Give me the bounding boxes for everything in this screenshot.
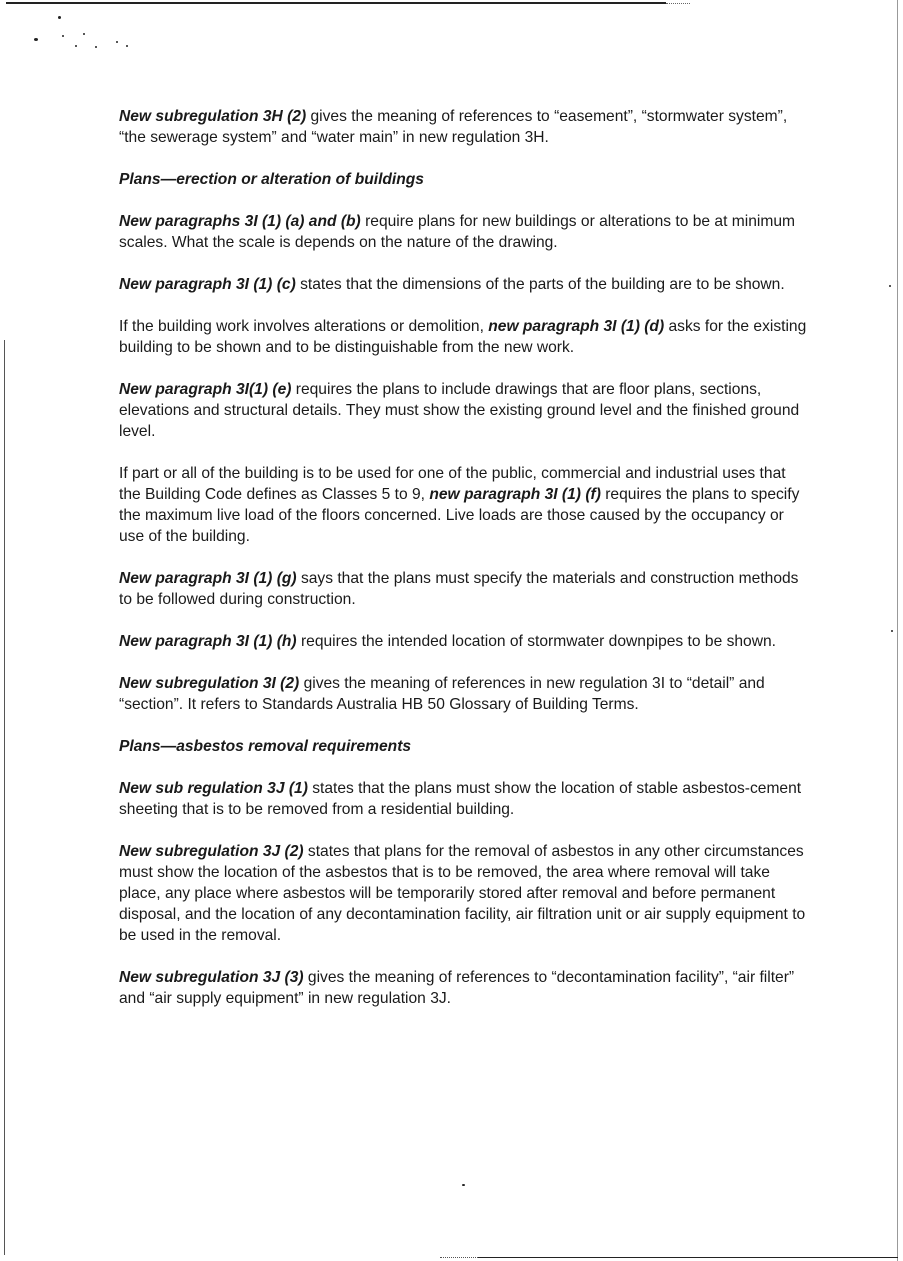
body-paragraph	[119, 631, 809, 652]
regulation-reference: New subregulation 3H (2)	[119, 108, 307, 125]
scan-speck	[34, 38, 38, 41]
regulation-reference: New sub regulation 3J (1)	[119, 780, 308, 797]
paragraph-text: requires the plans to specify the maximum live load of the floors concerned. Live loads are those caused by the occupancy or use of the building.	[119, 486, 800, 545]
scan-speck	[62, 35, 64, 37]
paragraph-text: gives the meaning of references to “easement”, “stormwater system”, “the sewerage system” and “water main” in new regulation 3H.	[119, 108, 788, 146]
paragraph-text: states that plans for the removal of asbestos in any other circumstances must show the location of the asbestos that is to be removed, the area where removal will take place, any place where asbestos will be temporarily stored after removal and before permanent disposal, and the location of any decontamination facility, air filtration unit or air supply equipment to be used in the removal.	[119, 843, 806, 944]
body-paragraph	[119, 463, 809, 547]
paragraph-text: states that the dimensions of the parts of the building are to be shown.	[295, 276, 785, 293]
regulation-reference: New paragraph 3I (1) (g)	[119, 570, 297, 587]
regulation-reference: New paragraph 3I(1) (e)	[119, 381, 292, 398]
regulation-reference: new paragraph 3I (1) (d)	[488, 318, 665, 335]
scan-border-top	[6, 2, 666, 4]
paragraph-text: gives the meaning of references to “decontamination facility”, “air filter” and “air supply equipment” in new regulation 3J.	[119, 969, 795, 1007]
document-body	[119, 106, 809, 1030]
regulation-reference: New subregulation 3J (2)	[119, 843, 304, 860]
paragraph-text: require plans for new buildings or alterations to be at minimum scales. What the scale is depends on the nature of the drawing.	[119, 213, 795, 251]
scan-speck	[116, 41, 118, 43]
regulation-reference: New subregulation 3J (3)	[119, 969, 304, 986]
scan-speck	[889, 285, 891, 287]
scan-border-bottom	[478, 1257, 898, 1258]
section-heading	[119, 736, 809, 757]
scan-speck	[462, 1184, 465, 1186]
regulation-reference: New paragraphs 3I (1) (a) and (b)	[119, 213, 361, 230]
scan-speck	[75, 45, 77, 47]
body-paragraph	[119, 841, 809, 946]
regulation-reference: New paragraph 3I (1) (h)	[119, 633, 297, 650]
regulation-reference: New subregulation 3I (2)	[119, 675, 300, 692]
body-paragraph	[119, 274, 809, 295]
paragraph-text: requires the plans to include drawings that are floor plans, sections, elevations and structural details. They must show the existing ground level and the finished ground level.	[119, 381, 800, 440]
body-paragraph	[119, 778, 809, 820]
scan-speck	[95, 46, 97, 48]
body-paragraph	[119, 379, 809, 442]
scan-speck	[126, 45, 128, 47]
regulation-reference: new paragraph 3I (1) (f)	[429, 486, 601, 503]
regulation-reference: New paragraph 3I (1) (c)	[119, 276, 296, 293]
scan-border-top-faint	[666, 3, 690, 5]
body-paragraph	[119, 673, 809, 715]
paragraph-text: says that the plans must specify the materials and construction methods to be followed during construction.	[119, 570, 799, 608]
scan-border-left	[4, 340, 5, 1255]
scan-speck	[58, 16, 61, 19]
body-paragraph	[119, 211, 809, 253]
regulation-reference: Plans—erection or alteration of buildings	[119, 171, 424, 188]
paragraph-text: If part or all of the building is to be used for one of the public, commercial and industrial uses that the Building Code defines as Classes 5 to 9,	[119, 465, 786, 503]
body-paragraph	[119, 316, 809, 358]
body-paragraph	[119, 106, 809, 148]
paragraph-text: states that the plans must show the location of stable asbestos-cement sheeting that is to be removed from a residential building.	[119, 780, 802, 818]
scan-border-right	[897, 0, 898, 1261]
paragraph-text: asks for the existing building to be shown and to be distinguishable from the new work.	[119, 318, 807, 356]
scan-border-bottom-faint	[440, 1257, 478, 1259]
scan-speck	[891, 630, 893, 632]
body-paragraph	[119, 568, 809, 610]
paragraph-text: gives the meaning of references in new regulation 3I to “detail” and “section”. It refers to Standards Australia HB 50 Glossary of Building Terms.	[119, 675, 765, 713]
regulation-reference: Plans—asbestos removal requirements	[119, 738, 412, 755]
scan-speck	[83, 33, 85, 35]
paragraph-text: requires the intended location of stormwater downpipes to be shown.	[296, 633, 776, 650]
section-heading	[119, 169, 809, 190]
body-paragraph	[119, 967, 809, 1009]
paragraph-text: If the building work involves alterations or demolition,	[119, 318, 489, 335]
